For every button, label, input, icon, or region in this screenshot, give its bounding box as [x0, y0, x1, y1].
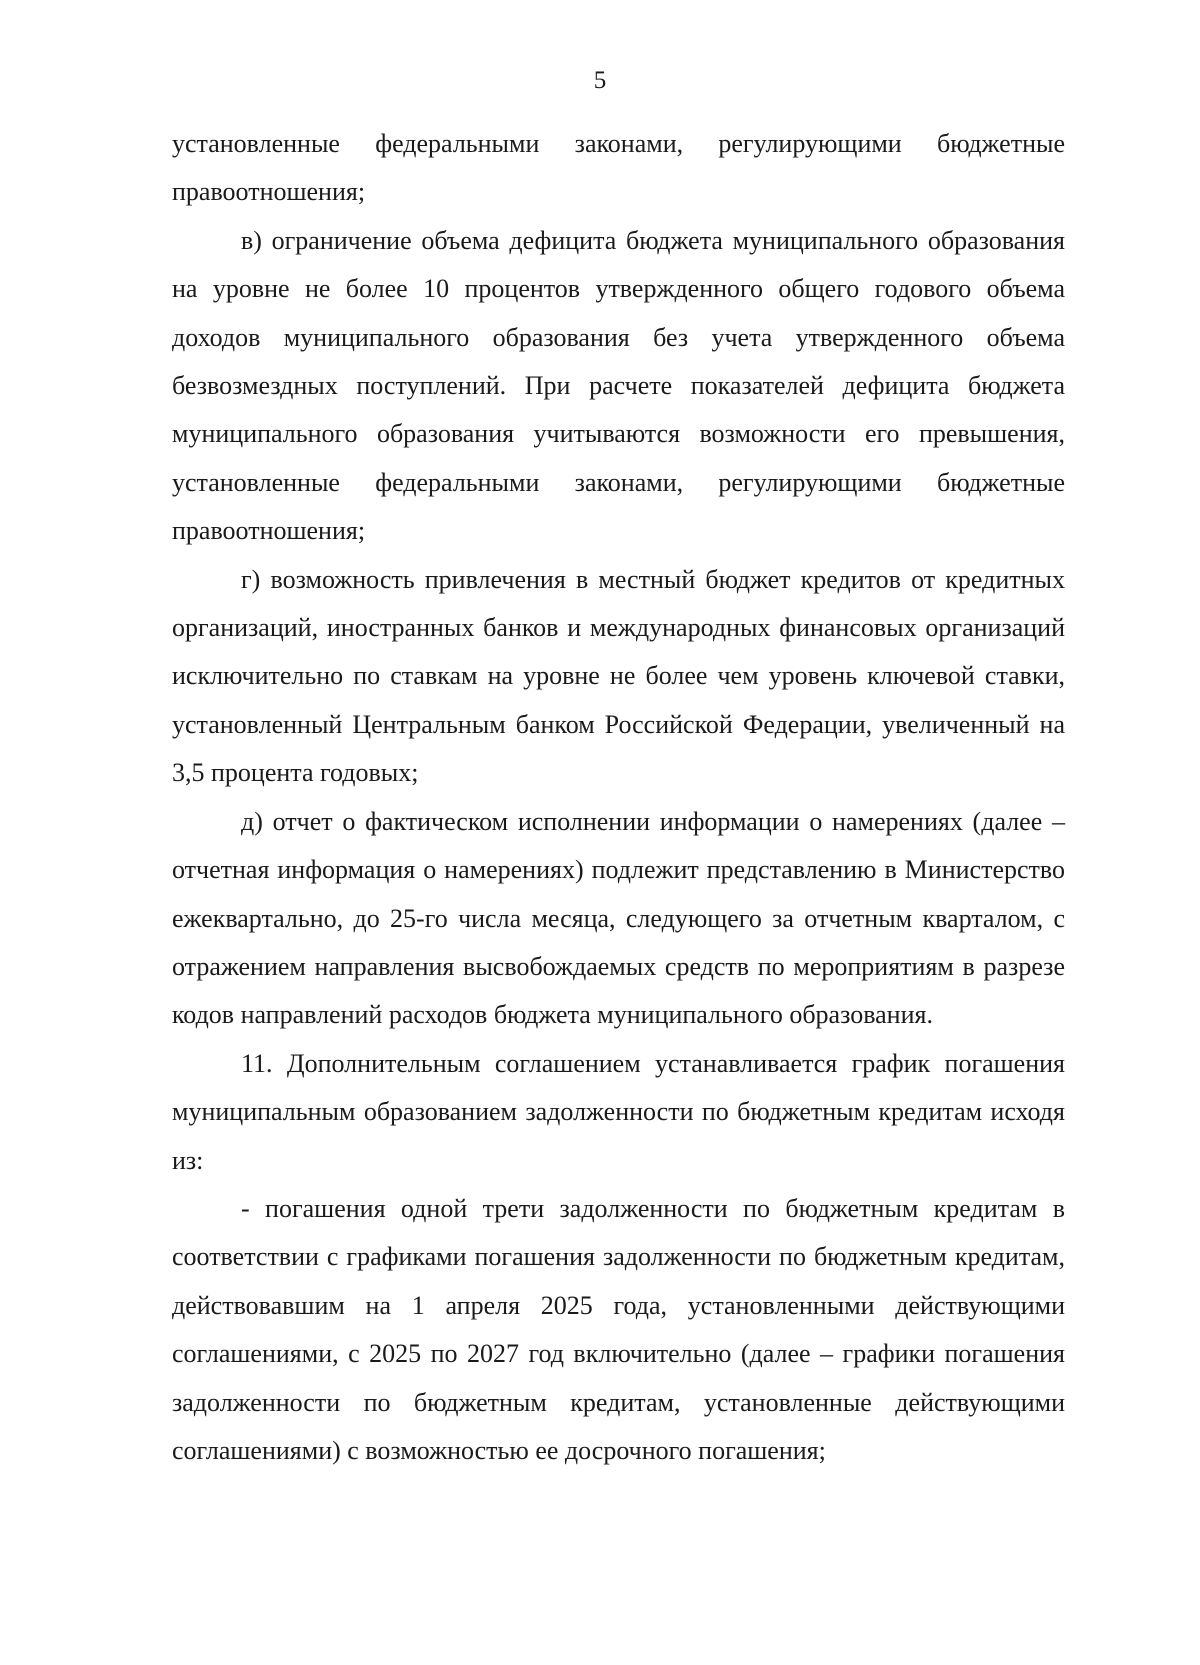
paragraph-item-g: г) возможность привлечения в местный бюджет кредитов от кредитных организаций, иностранных банков и международных финансовых организаций исключительно по ставкам на уровне не более чем уровень ключевой ставки, установленный Центральным банком Российской Федерации, увеличенный на 3,5 процента годовых;	[172, 564, 1065, 788]
paragraph-item-v: в) ограничение объема дефицита бюджета муниципального образования на уровне не более 10 процентов утвержденного общего годового объема доходов муниципального образования без учета утвержденного объема безвозмездных поступлений. При расчете показателей дефицита бюджета муниципального образования учитываются возможности его превышения, установленные федеральными законами, регулирующими бюджетные правоотношения;	[172, 225, 1065, 546]
paragraph-bullet-repayment: - погашения одной трети задолженности по бюджетным кредитам в соответствии с графиками погашения задолженности по бюджетным кредитам, действовавшим на 1 апреля 2025 года, установленными действующими соглашениями, с 2025 по 2027 год включительно (далее – графики погашения задолженности по бюджетным кредитам, установленные действующими соглашениями) с возможностью ее досрочного погашения;	[172, 1193, 1065, 1465]
document-body	[172, 120, 1065, 1475]
page-number: 5	[593, 67, 607, 94]
paragraph-item-d: д) отчет о фактическом исполнении информации о намерениях (далее – отчетная информация о намерениях) подлежит представлению в Министерство ежеквартально, до 25-го числа месяца, следующего за отчетным кварталом, с отражением направления высвобождаемых средств по мероприятиям в разрезе кодов направлений расходов бюджета муниципального образования.	[172, 806, 1065, 1030]
paragraph-clause-11: 11. Дополнительным соглашением устанавливается график погашения муниципальным образованием задолженности по бюджетным кредитам исходя из:	[172, 1048, 1065, 1175]
paragraph-continuation: установленные федеральными законами, регулирующими бюджетные правоотношения;	[172, 129, 1065, 207]
